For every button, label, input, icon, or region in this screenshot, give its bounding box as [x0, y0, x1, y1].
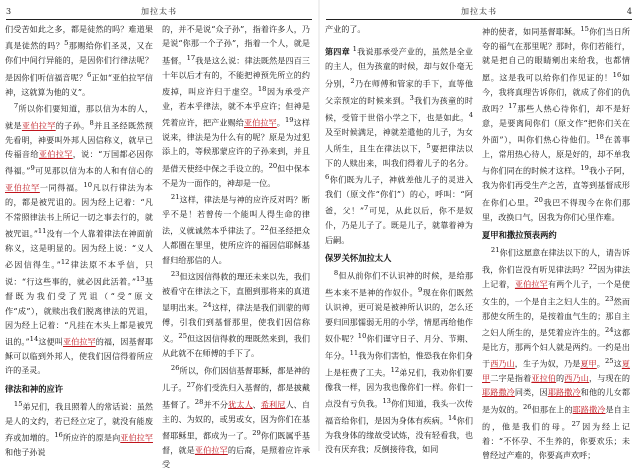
- name-link[interactable]: 希利尼: [260, 399, 286, 410]
- section-heading: 保罗关怀加拉太人: [325, 252, 392, 263]
- name-link[interactable]: 亚伯拉罕: [21, 120, 56, 131]
- left-page: [0, 0, 318, 470]
- left-page-header: [6, 6, 312, 18]
- chapter-paragraph: 第四章 $^1$我说那承受产业的，虽然是全业的主人，但为孩童的时候，却与奴仆毫无分别，$^2$乃在师傅和管家的手下，直等他父亲预定的时候来到。$^3$我们为孩童的时候，受管于世俗小学之下，也是如此。$^4$及至时候满足，神就差遣他的儿子，为女人所生，且生在律法以下，$^5$要把律法以下的人赎出来，叫我们得着儿子的名分。$^6$你们既为儿子，神就差他儿子的灵进入我们（原文作“你们”）的心，呼叫：“阿爸，父！”$^7$可见，从此以后，你不是奴仆，乃是儿子了。既是儿子，就靠着神为后嗣。: [325, 45, 473, 245]
- name-link[interactable]: 耶路撒冷: [547, 387, 581, 398]
- paragraph: $^7$所以你们要知道，那以信为本的人，就是亚伯拉罕的子孙。$^8$并且圣经既然预先看明，神要叫外邦人因信称义，就早已传福音给亚伯拉罕，说：“万国都必因你得福。”$^9$可见那以信为本的人和有信心的亚伯拉罕一同得福。$^{10}$凡以行律法为本的，都是被咒诅的。因为经上记着：“凡不常照律法书上所记一切之事去行的，就被咒诅。”$^{11}$没有一个人靠着律法在神面前称义，这是明显的。因为经上说：“义人必因信得生。”$^{12}$律法原不本乎信，只说：“行这些事的，就必因此活着。”$^{13}$基督既为我们受了咒诅（“受”原文作“成”），就赎出我们脱离律法的咒诅，因为经上记着：“凡挂在木头上都是被咒诅的。”$^{14}$这便叫亚伯拉罕的福，因基督耶稣可以临到外邦人，使我们因信得着所应许的圣灵。: [5, 101, 153, 376]
- name-link[interactable]: 亚伯拉罕: [243, 117, 277, 128]
- name-link[interactable]: 亚拉伯: [531, 373, 557, 384]
- name-link[interactable]: 犹太人: [228, 399, 253, 410]
- name-link[interactable]: 夏甲: [482, 358, 630, 384]
- name-link[interactable]: 耶路撒冷: [572, 404, 606, 415]
- name-link[interactable]: 亚伯拉罕: [38, 149, 73, 160]
- section-heading: 夏甲和撒拉预表两约: [482, 229, 557, 240]
- name-link[interactable]: 夏甲: [580, 358, 597, 369]
- paragraph: $^{21}$这样，律法是与神的应许反对吗？断乎不是！若曾传一个能叫人得生命的律法，义就诚然本乎律法了。$^{22}$但圣经把众人都圈在罪里，使所应许的福因信耶稣基督归给那信的人。: [162, 193, 310, 265]
- right-running-title: 加拉太书: [461, 7, 497, 16]
- right-page-number: 4: [626, 7, 632, 16]
- right-column-2: [482, 22, 630, 460]
- name-link[interactable]: 亚伯拉罕: [194, 444, 228, 455]
- paragraph: $^{23}$但这因信得救的理还未来以先，我们被看守在律法之下，直圈到那将来的真道显明出来。$^{24}$这样，律法是我们训蒙的师傅，引我们到基督那里，使我们因信称义。$^{25}$但这因信得救的理既然来到，我们从此就不在师傅的手下了。: [162, 269, 310, 359]
- paragraph: 们受苦如此之多，都是徒然的吗？难道果真是徒然的吗？$^5$那赐给你们圣灵，又在你们中间行异能的，是因你们行律法呢？是因你们听信福音呢？$^6$正如“亚伯拉罕信神，这就算为他的义”。: [5, 24, 153, 97]
- right-header-rule: [326, 19, 632, 20]
- paragraph: 的，并不是说“众子孙”，指着许多人，乃是说“你那一个子孙”，指着一个人，就是基督。$^{17}$我是这么说：律法既然是四百三十年以后才有的，不能把神预先所立的约废掉，叫应许归于虚空。$^{18}$因为承受产业，若本乎律法，就不本乎应许；但神是凭着应许，把产业赐给亚伯拉罕。$^{19}$这样说来，律法是为什么有的呢？原是为过犯添上的，等候那蒙应许的子孙来到，并且是借天使经中保之手设立的。$^{20}$但中保本不是为一面作的，神却是一位。: [162, 24, 310, 188]
- right-page-header: [326, 6, 632, 18]
- paragraph: $^8$但从前你们不认识神的时候，是给那些本来不是神的作奴仆。$^9$现在你们既然认识神，更可说是被神所认识的，怎么还要归回那懦弱无用的小学，情愿再给他作奴仆呢？$^{10}$你们谨守日子、月分、节期、年分。$^{11}$我为你们害怕，惟恐我在你们身上是枉费了工夫。$^{12}$弟兄们，我劝你们要像我一样，因为我也像你们一样。你们一点没有亏负我。$^{13}$你们知道，我头一次传福音给你们，是因为身体有疾病。$^{14}$你们为我身体的缘故受试炼，没有轻看我，也没有厌弃我；反倒接待我，如同: [325, 269, 473, 455]
- left-column-1: [5, 22, 153, 458]
- name-link[interactable]: 西乃山: [490, 358, 515, 369]
- name-link[interactable]: 亚伯拉罕: [120, 432, 153, 443]
- left-header-rule: [6, 19, 312, 20]
- name-link[interactable]: 亚伯拉罕: [62, 336, 96, 347]
- paragraph: 神的使者，如同基督耶稣。$^{15}$你们当日所夸的福气在那里呢？那时，你们若能行，就是把自己的眼睛剜出来给我，也都情愿。这是我可以给你们作见证的！$^{16}$如今，我将真理告诉你们，就成了你们的仇敌吗？$^{17}$那些人热心待你们，却不是好意，是要离间你们（原文作“把你们关在外面”），叫你们热心待他们。$^{18}$在善事上，常用热心待人，原是好的，却不单我与你们同在的时候才这样。$^{19}$我小子阿，我为你们再受生产之苦，直等到基督成形在你们心里。$^{20}$我巴不得现今在你们那里，改换口气，因我为你们心里作难。: [482, 25, 630, 222]
- chapter-label: 第四章: [325, 46, 350, 57]
- left-running-title: 加拉太书: [141, 7, 177, 16]
- paragraph: $^{21}$你们这愿意在律法以下的人，请告诉我，你们岂没有听见律法吗？$^{22}$因为律法上记着，亚伯拉罕有两个儿子，一个是使女生的，一个是自主之妇人生的。$^{23}$然而那使女所生的，是按着血气生的；那自主之妇人所生的，是凭着应许生的。$^{24}$这都是比方，那两个妇人就是两约。一约是出于西乃山，生子为奴，乃是夏甲。$^{25}$这夏甲二字是指着亚拉伯的西乃山，与现在的耶路撒冷同类，因耶路撒冷和他的儿女都是为奴的。$^{26}$但那在上的耶路撒冷是自主的，他是我们的母。$^{27}$因为经上记着：“不怀孕、不生养的，你要欢乐；未曾经过产难的，你要高声欢呼；: [482, 246, 630, 460]
- paragraph: $^{15}$弟兄们，我且照着人的常话说：虽然是人的文约，若已经立定了，就没有能废弃或加增的。$^{16}$所应许的原是向亚伯拉罕和他子孙说: [5, 400, 153, 458]
- paragraph: 产业的了。: [325, 24, 366, 34]
- paragraph: $^{26}$所以，你们因信基督耶稣，都是神的儿子。$^{27}$你们受洗归入基督的，都是披戴基督了。$^{28}$并不分犹太人、希利尼人、自主的、为奴的，或男或女，因为你们在基督耶稣里，都成为一了。$^{29}$你们既属乎基督，就是亚伯拉罕的后裔，是照着应许承受: [162, 363, 310, 470]
- name-link[interactable]: 耶路撒冷: [482, 387, 515, 398]
- left-column-2: [162, 22, 310, 470]
- right-page: [320, 0, 638, 460]
- right-column-1: [325, 22, 473, 455]
- name-link[interactable]: 西乃山: [564, 373, 589, 384]
- left-page-number: 3: [6, 7, 12, 16]
- section-heading: 律法和神的应许: [5, 383, 64, 394]
- name-link[interactable]: 亚伯拉罕: [514, 279, 548, 290]
- name-link[interactable]: 亚伯拉罕: [5, 183, 40, 194]
